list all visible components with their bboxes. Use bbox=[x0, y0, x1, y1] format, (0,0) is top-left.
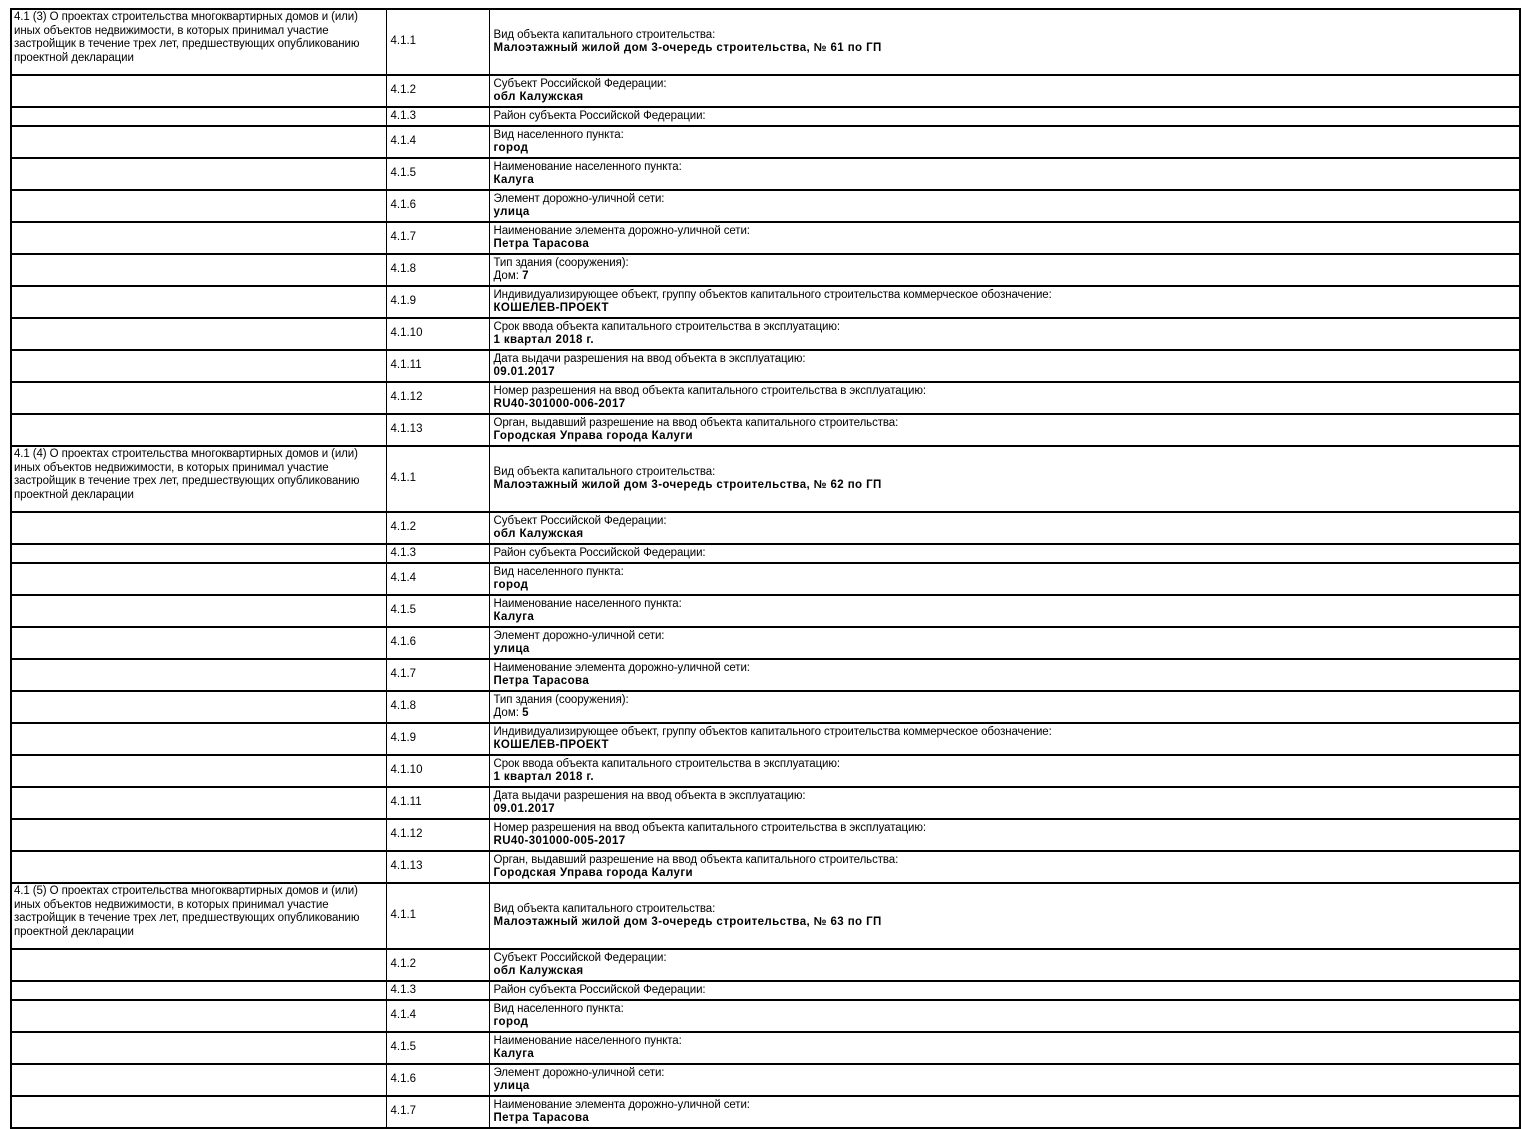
section-description-cell bbox=[11, 1000, 386, 1032]
field-value-text: RU40-301000-006-2017 bbox=[493, 398, 626, 410]
row-number: 4.1.5 bbox=[390, 1041, 417, 1054]
row-number: 4.1.7 bbox=[390, 668, 417, 681]
field-value bbox=[494, 1016, 1516, 1030]
section-description-cell bbox=[11, 883, 386, 949]
section-description-cell bbox=[11, 446, 386, 512]
table-row bbox=[11, 723, 1520, 755]
field-value-prefix: Дом: bbox=[493, 707, 523, 719]
field-cell bbox=[489, 126, 1520, 158]
section-description-cell bbox=[11, 563, 386, 595]
section-description-cell bbox=[11, 819, 386, 851]
field-label: Наименование элемента дорожно-уличной сети: bbox=[493, 1098, 750, 1111]
field-value-text: город bbox=[493, 142, 529, 154]
field-value bbox=[494, 643, 1516, 657]
row-number: 4.1.9 bbox=[390, 732, 417, 745]
section-description: 4.1 (3) О проектах строительства многоквартирных домов и (или) иных объектов недвижимости, в которых принимал участие застройщик в течение трех лет, предшествующих опубликованию проектной декларации bbox=[14, 11, 360, 64]
row-number: 4.1.12 bbox=[390, 391, 423, 404]
table-row bbox=[11, 1064, 1520, 1096]
row-number: 4.1.10 bbox=[390, 764, 423, 777]
field-cell bbox=[489, 158, 1520, 190]
field-label: Индивидуализирующее объект, группу объектов капитального строительства коммерческое обозначение: bbox=[493, 288, 1052, 301]
field-value-text: улица bbox=[493, 643, 530, 655]
row-number-cell bbox=[386, 949, 489, 981]
field-value-text: Петра Тарасова bbox=[493, 1112, 590, 1124]
section-description-cell bbox=[11, 350, 386, 382]
field-label: Субъект Российской Федерации: bbox=[493, 514, 667, 527]
section-description: 4.1 (5) О проектах строительства многоквартирных домов и (или) иных объектов недвижимости, в которых принимал участие застройщик в течение трех лет, предшествующих опубликованию проектной декларации bbox=[14, 885, 360, 938]
field-label: Орган, выдавший разрешение на ввод объекта капитального строительства: bbox=[493, 853, 899, 866]
row-number: 4.1.1 bbox=[390, 472, 417, 485]
field-value bbox=[494, 739, 1516, 753]
row-number: 4.1.4 bbox=[390, 135, 417, 148]
row-number-cell bbox=[386, 723, 489, 755]
row-number: 4.1.10 bbox=[390, 327, 423, 340]
field-value-text: улица bbox=[493, 206, 530, 218]
field-label: Номер разрешения на ввод объекта капитального строительства в эксплуатацию: bbox=[493, 384, 926, 397]
field-label: Наименование населенного пункта: bbox=[493, 597, 682, 610]
row-number-cell bbox=[386, 819, 489, 851]
row-number: 4.1.6 bbox=[390, 636, 417, 649]
field-value-prefix: Дом: bbox=[493, 270, 523, 282]
table-row bbox=[11, 75, 1520, 107]
field-value-text: обл Калужская bbox=[493, 528, 584, 540]
row-number: 4.1.3 bbox=[390, 109, 417, 122]
table-row bbox=[11, 1096, 1520, 1128]
section-description-cell bbox=[11, 1032, 386, 1064]
row-number: 4.1.2 bbox=[390, 958, 417, 971]
section-description: 4.1 (4) О проектах строительства многоквартирных домов и (или) иных объектов недвижимости, в которых принимал участие застройщик в течение трех лет, предшествующих опубликованию проектной декларации bbox=[14, 448, 360, 501]
table-row bbox=[11, 627, 1520, 659]
field-cell bbox=[489, 1000, 1520, 1032]
section-description-cell bbox=[11, 691, 386, 723]
section-description-cell bbox=[11, 254, 386, 286]
row-number: 4.1.6 bbox=[390, 1073, 417, 1086]
field-value bbox=[494, 965, 1516, 979]
field-value-text: обл Калужская bbox=[493, 965, 584, 977]
row-number-cell bbox=[386, 1064, 489, 1096]
field-cell bbox=[489, 563, 1520, 595]
table-row bbox=[11, 1000, 1520, 1032]
table-row bbox=[11, 595, 1520, 627]
row-number: 4.1.3 bbox=[390, 546, 417, 559]
field-label: Вид населенного пункта: bbox=[493, 128, 624, 141]
field-label: Срок ввода объекта капитального строительства в эксплуатацию: bbox=[493, 757, 840, 770]
field-cell bbox=[489, 318, 1520, 350]
section-description-cell bbox=[11, 755, 386, 787]
field-cell bbox=[489, 414, 1520, 446]
field-value bbox=[494, 206, 1516, 220]
field-cell bbox=[489, 755, 1520, 787]
row-number-cell bbox=[386, 286, 489, 318]
table-row bbox=[11, 107, 1520, 126]
row-number-cell bbox=[386, 414, 489, 446]
section-description-cell bbox=[11, 787, 386, 819]
field-value-text: 5 bbox=[522, 707, 529, 719]
table-row bbox=[11, 883, 1520, 949]
field-cell bbox=[489, 9, 1520, 75]
row-number: 4.1.3 bbox=[390, 983, 417, 996]
row-number-cell bbox=[386, 851, 489, 883]
row-number-cell bbox=[386, 9, 489, 75]
field-cell bbox=[489, 350, 1520, 382]
field-label: Наименование населенного пункта: bbox=[493, 1034, 682, 1047]
field-label: Тип здания (сооружения): bbox=[493, 256, 629, 269]
section-description-cell bbox=[11, 981, 386, 1000]
table-row bbox=[11, 544, 1520, 563]
section-description-cell bbox=[11, 723, 386, 755]
row-number-cell bbox=[386, 222, 489, 254]
row-number: 4.1.8 bbox=[390, 700, 417, 713]
field-value bbox=[494, 803, 1516, 817]
field-value bbox=[494, 42, 1516, 56]
table-row bbox=[11, 755, 1520, 787]
field-value-text: 7 bbox=[522, 270, 529, 282]
field-label: Элемент дорожно-уличной сети: bbox=[493, 629, 665, 642]
field-value bbox=[494, 1048, 1516, 1062]
field-label: Субъект Российской Федерации: bbox=[493, 77, 667, 90]
field-value bbox=[494, 302, 1516, 316]
row-number: 4.1.9 bbox=[390, 295, 417, 308]
field-value-text: 09.01.2017 bbox=[493, 803, 556, 815]
table-row bbox=[11, 382, 1520, 414]
field-value-text: Петра Тарасова bbox=[493, 675, 590, 687]
row-number: 4.1.8 bbox=[390, 263, 417, 276]
table-row bbox=[11, 126, 1520, 158]
field-label: Вид населенного пункта: bbox=[493, 1002, 624, 1015]
row-number-cell bbox=[386, 446, 489, 512]
row-number: 4.1.4 bbox=[390, 572, 417, 585]
row-number-cell bbox=[386, 190, 489, 222]
field-label: Вид объекта капитального строительства: bbox=[493, 465, 716, 478]
table-row bbox=[11, 190, 1520, 222]
field-value bbox=[494, 771, 1516, 785]
row-number-cell bbox=[386, 107, 489, 126]
section-description-cell bbox=[11, 544, 386, 563]
row-number: 4.1.6 bbox=[390, 199, 417, 212]
field-value-text: Малоэтажный жилой дом 3-очередь строительства, № 62 по ГП bbox=[493, 479, 882, 491]
field-cell bbox=[489, 446, 1520, 512]
field-cell bbox=[489, 659, 1520, 691]
field-label: Вид объекта капитального строительства: bbox=[493, 902, 716, 915]
field-label: Наименование элемента дорожно-уличной сети: bbox=[493, 224, 750, 237]
field-value-text: Калуга bbox=[493, 174, 535, 186]
section-description-cell bbox=[11, 158, 386, 190]
section-description-cell bbox=[11, 659, 386, 691]
field-label: Дата выдачи разрешения на ввод объекта в эксплуатацию: bbox=[493, 789, 806, 802]
row-number-cell bbox=[386, 1000, 489, 1032]
field-value bbox=[494, 398, 1516, 412]
field-cell bbox=[489, 1064, 1520, 1096]
section-description-cell bbox=[11, 1064, 386, 1096]
field-cell bbox=[489, 1096, 1520, 1128]
field-cell bbox=[489, 254, 1520, 286]
row-number-cell bbox=[386, 755, 489, 787]
section-description-cell bbox=[11, 286, 386, 318]
field-cell bbox=[489, 75, 1520, 107]
field-label: Срок ввода объекта капитального строительства в эксплуатацию: bbox=[493, 320, 840, 333]
field-cell bbox=[489, 595, 1520, 627]
field-label: Наименование населенного пункта: bbox=[493, 160, 682, 173]
field-value-text: Калуга bbox=[493, 611, 535, 623]
field-value-text: Городская Управа города Калуги bbox=[493, 430, 693, 442]
field-cell bbox=[489, 107, 1520, 126]
field-label: Субъект Российской Федерации: bbox=[493, 951, 667, 964]
field-label: Тип здания (сооружения): bbox=[493, 693, 629, 706]
row-number-cell bbox=[386, 512, 489, 544]
row-number-cell bbox=[386, 595, 489, 627]
row-number-cell bbox=[386, 75, 489, 107]
row-number-cell bbox=[386, 544, 489, 563]
field-label: Вид населенного пункта: bbox=[493, 565, 624, 578]
field-value-text: КОШЕЛЕВ-ПРОЕКТ bbox=[493, 739, 609, 751]
row-number-cell bbox=[386, 691, 489, 723]
field-value-text: Калуга bbox=[493, 1048, 535, 1060]
row-number: 4.1.13 bbox=[390, 423, 423, 436]
field-value bbox=[494, 174, 1516, 188]
field-value bbox=[494, 1080, 1516, 1094]
field-cell bbox=[489, 851, 1520, 883]
field-value-text: 09.01.2017 bbox=[493, 366, 556, 378]
section-description-cell bbox=[11, 107, 386, 126]
table-row bbox=[11, 286, 1520, 318]
field-value bbox=[494, 142, 1516, 156]
field-value-text: 1 квартал 2018 г. bbox=[493, 334, 594, 346]
field-cell bbox=[489, 286, 1520, 318]
field-value bbox=[494, 366, 1516, 380]
field-label: Индивидуализирующее объект, группу объектов капитального строительства коммерческое обозначение: bbox=[493, 725, 1052, 738]
field-value-text: город bbox=[493, 1016, 529, 1028]
field-label: Элемент дорожно-уличной сети: bbox=[493, 192, 665, 205]
declaration-table-body bbox=[11, 9, 1520, 1128]
row-number: 4.1.11 bbox=[390, 359, 422, 372]
table-row bbox=[11, 158, 1520, 190]
field-value bbox=[494, 528, 1516, 542]
table-row bbox=[11, 1032, 1520, 1064]
field-value bbox=[494, 430, 1516, 444]
field-value-text: RU40-301000-005-2017 bbox=[493, 835, 626, 847]
section-description-cell bbox=[11, 190, 386, 222]
field-cell bbox=[489, 691, 1520, 723]
table-row bbox=[11, 563, 1520, 595]
field-value bbox=[494, 479, 1516, 493]
table-row bbox=[11, 691, 1520, 723]
row-number-cell bbox=[386, 350, 489, 382]
field-value bbox=[494, 867, 1516, 881]
field-value-text: Малоэтажный жилой дом 3-очередь строительства, № 61 по ГП bbox=[493, 42, 882, 54]
field-label: Номер разрешения на ввод объекта капитального строительства в эксплуатацию: bbox=[493, 821, 926, 834]
field-value-text: обл Калужская bbox=[493, 91, 584, 103]
field-value bbox=[494, 707, 1516, 721]
row-number: 4.1.11 bbox=[390, 796, 422, 809]
field-value bbox=[494, 835, 1516, 849]
row-number: 4.1.13 bbox=[390, 860, 423, 873]
row-number-cell bbox=[386, 318, 489, 350]
field-cell bbox=[489, 787, 1520, 819]
row-number-cell bbox=[386, 126, 489, 158]
field-value-text: 1 квартал 2018 г. bbox=[493, 771, 594, 783]
field-value bbox=[494, 270, 1516, 284]
field-value bbox=[494, 611, 1516, 625]
field-cell bbox=[489, 222, 1520, 254]
field-value bbox=[494, 579, 1516, 593]
row-number: 4.1.1 bbox=[390, 35, 417, 48]
row-number: 4.1.2 bbox=[390, 84, 417, 97]
section-description-cell bbox=[11, 318, 386, 350]
row-number: 4.1.2 bbox=[390, 521, 417, 534]
row-number-cell bbox=[386, 563, 489, 595]
section-description-cell bbox=[11, 851, 386, 883]
field-label: Район субъекта Российской Федерации: bbox=[493, 109, 706, 122]
field-cell bbox=[489, 1032, 1520, 1064]
table-row bbox=[11, 851, 1520, 883]
section-description-cell bbox=[11, 126, 386, 158]
row-number: 4.1.7 bbox=[390, 1105, 417, 1118]
field-cell bbox=[489, 382, 1520, 414]
field-value-text: Городская Управа города Калуги bbox=[493, 867, 693, 879]
section-description-cell bbox=[11, 1096, 386, 1128]
field-cell bbox=[489, 544, 1520, 563]
row-number: 4.1.5 bbox=[390, 167, 417, 180]
table-row bbox=[11, 414, 1520, 446]
table-row bbox=[11, 350, 1520, 382]
row-number-cell bbox=[386, 981, 489, 1000]
row-number-cell bbox=[386, 1096, 489, 1128]
row-number-cell bbox=[386, 883, 489, 949]
section-description-cell bbox=[11, 949, 386, 981]
field-label: Район субъекта Российской Федерации: bbox=[493, 983, 706, 996]
table-row bbox=[11, 787, 1520, 819]
section-description-cell bbox=[11, 512, 386, 544]
field-cell bbox=[489, 883, 1520, 949]
section-description-cell bbox=[11, 75, 386, 107]
field-label: Элемент дорожно-уличной сети: bbox=[493, 1066, 665, 1079]
section-description-cell bbox=[11, 222, 386, 254]
row-number: 4.1.4 bbox=[390, 1009, 417, 1022]
table-row bbox=[11, 254, 1520, 286]
field-label: Наименование элемента дорожно-уличной сети: bbox=[493, 661, 750, 674]
section-description-cell bbox=[11, 414, 386, 446]
field-value bbox=[494, 238, 1516, 252]
field-value bbox=[494, 1112, 1516, 1126]
field-cell bbox=[489, 512, 1520, 544]
row-number: 4.1.12 bbox=[390, 828, 423, 841]
table-row bbox=[11, 819, 1520, 851]
field-cell bbox=[489, 723, 1520, 755]
table-row bbox=[11, 949, 1520, 981]
field-cell bbox=[489, 949, 1520, 981]
row-number: 4.1.7 bbox=[390, 231, 417, 244]
field-cell bbox=[489, 627, 1520, 659]
row-number-cell bbox=[386, 254, 489, 286]
row-number-cell bbox=[386, 787, 489, 819]
row-number-cell bbox=[386, 158, 489, 190]
field-cell bbox=[489, 190, 1520, 222]
field-value bbox=[494, 916, 1516, 930]
table-row bbox=[11, 222, 1520, 254]
field-label: Дата выдачи разрешения на ввод объекта в эксплуатацию: bbox=[493, 352, 806, 365]
field-label: Район субъекта Российской Федерации: bbox=[493, 546, 706, 559]
field-cell bbox=[489, 819, 1520, 851]
field-label: Вид объекта капитального строительства: bbox=[493, 28, 716, 41]
row-number-cell bbox=[386, 382, 489, 414]
section-description-cell bbox=[11, 9, 386, 75]
table-row bbox=[11, 9, 1520, 75]
field-cell bbox=[489, 981, 1520, 1000]
field-value bbox=[494, 675, 1516, 689]
field-value-text: город bbox=[493, 579, 529, 591]
row-number-cell bbox=[386, 659, 489, 691]
field-label: Орган, выдавший разрешение на ввод объекта капитального строительства: bbox=[493, 416, 899, 429]
row-number: 4.1.5 bbox=[390, 604, 417, 617]
field-value bbox=[494, 334, 1516, 348]
table-row bbox=[11, 659, 1520, 691]
field-value bbox=[494, 91, 1516, 105]
field-value-text: КОШЕЛЕВ-ПРОЕКТ bbox=[493, 302, 609, 314]
row-number-cell bbox=[386, 1032, 489, 1064]
row-number: 4.1.1 bbox=[390, 909, 417, 922]
table-row bbox=[11, 318, 1520, 350]
section-description-cell bbox=[11, 382, 386, 414]
table-row bbox=[11, 512, 1520, 544]
table-row bbox=[11, 446, 1520, 512]
field-value-text: Малоэтажный жилой дом 3-очередь строительства, № 63 по ГП bbox=[493, 916, 882, 928]
row-number-cell bbox=[386, 627, 489, 659]
field-value-text: улица bbox=[493, 1080, 530, 1092]
section-description-cell bbox=[11, 627, 386, 659]
section-description-cell bbox=[11, 595, 386, 627]
table-row bbox=[11, 981, 1520, 1000]
field-value-text: Петра Тарасова bbox=[493, 238, 590, 250]
project-declaration-table bbox=[10, 8, 1521, 1129]
